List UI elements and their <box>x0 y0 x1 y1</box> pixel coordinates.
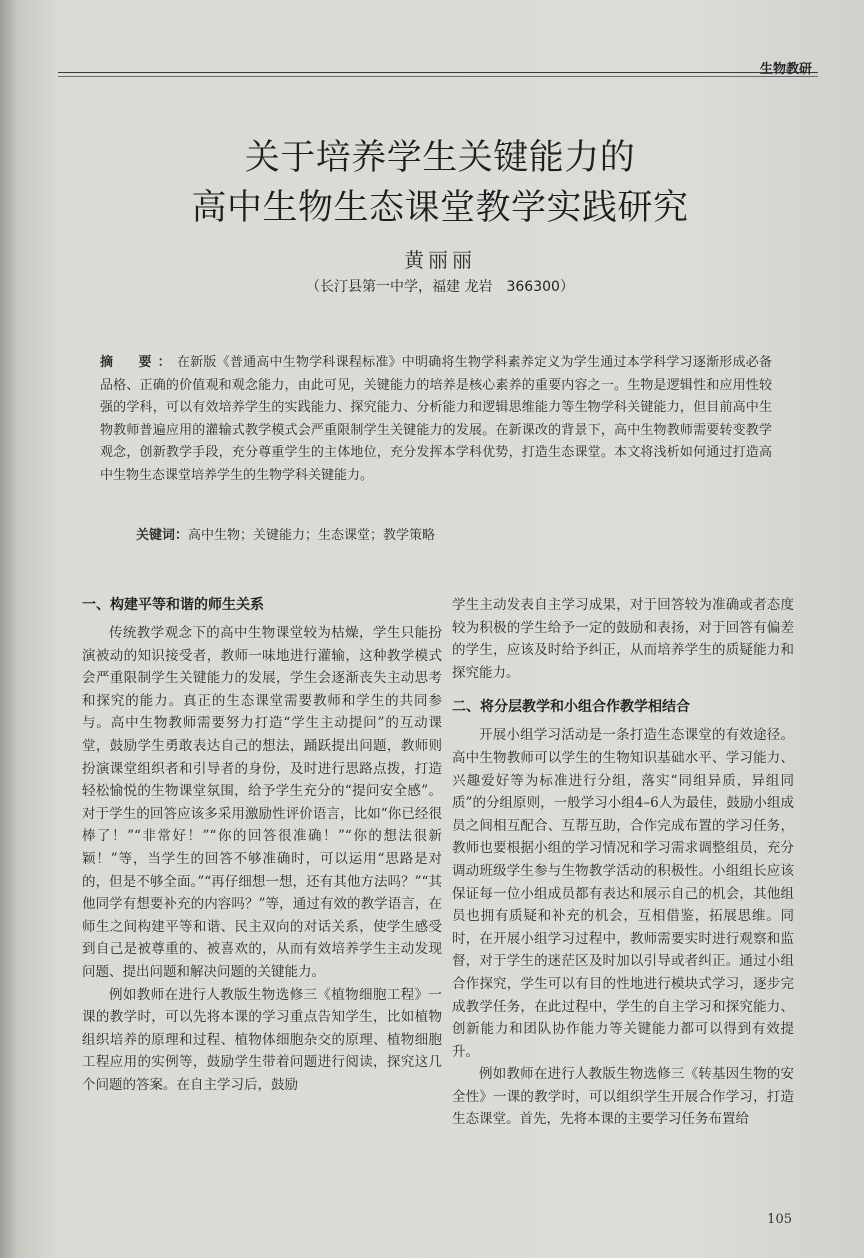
article-title-line-1: 关于培养学生关键能力的 <box>244 138 636 178</box>
article-title-line-2: 高中生物生态课堂教学实践研究 <box>191 188 689 228</box>
header-rule <box>58 72 818 73</box>
abstract-label: 摘 要： <box>100 355 177 370</box>
body-column-left <box>82 594 442 1096</box>
header-rule-thin <box>58 76 818 77</box>
journal-column-name: 生物教研 <box>759 62 812 77</box>
section-2-example-paragraph: 例如教师在进行人教版生物选修三《转基因生物的安全性》一课的教学时，可以组织学生开展合作学习，打造生态课堂。首先，先将本课的主要学习任务布置给 <box>452 1066 794 1128</box>
abstract-text: 在新版《普通高中生物学科课程标准》中明确将生物学科素养定义为学生通过本学科学习逐渐形成必备品格、正确的价值观和观念能力，由此可见，关键能力的培养是核心素养的重要内容之一。生物是逻辑性和应用性较强的学科，可以有效培养学生的实践能力、探究能力、分析能力和逻辑思维能力等生物学科关键能力，但目前高中生物教师普遍应用的灌输式教学模式会严重限制学生关键能力的发展。在新课改的背景下，高中生物教师需要转变教学观念，创新教学手段，充分尊重学生的主体地位，充分发挥本学科优势，打造生态课堂。本文将浅析如何通过打造高中生物生态课堂培养学生的生物学科关键能力。 <box>100 355 772 483</box>
keywords <box>136 524 776 543</box>
author-affiliation: （长汀县第一中学，福建 龙岩 366300） <box>306 279 574 295</box>
section-1-paragraph: 传统教学观念下的高中生物课堂较为枯燥，学生只能扮演被动的知识接受者，教师一味地进行灌输，这种教学模式会严重限制学生关键能力的发展，学生会逐渐丧失主动思考和探究的能力。真正的生态课堂需要教师和学生的共同参与。高中生物教师需要努力打造“学生主动提问”的互动课堂，鼓励学生勇敢表达自己的想法，踊跃提出问题，教师则扮演课堂组织者和引导者的身份，及时进行思路点拨，打造轻松愉悦的生物课堂氛围，给予学生充分的“提问安全感”。对于学生的回答应该多采用激励性评价语言，比如“你已经很棒了！”“非常好！”“你的回答很准确！”“你的想法很新颖！”等，当学生的回答不够准确时，可以运用“思路是对的，但是不够全面。”“再仔细想一想，还有其他方法吗？”“其他同学有想要补充的内容吗？”等，通过有效的教学语言，在师生之间构建平等和谐、民主双向的对话关系，使学生感受到自己是被尊重的、被喜欢的，从而有效培养学生主动发现问题、提出问题和解决问题的关键能力。 <box>82 625 442 980</box>
section-2-paragraph: 开展小组学习活动是一条打造生态课堂的有效途径。高中生物教师可以学生的生物知识基础水平、学习能力、兴趣爱好等为标准进行分组，落实“同组异质，异组同质”的分组原则，一般学习小组4–6人为最佳，鼓励小组成员之间相互配合、互帮互助，合作完成布置的学习任务，教师也要根据小组的学习情况和学习需求调整组员，充分调动班级学生参与生物教学活动的积极性。小组组长应该保证每一位小组成员都有表达和展示自己的机会，其他组员也拥有质疑和补充的机会，互相借鉴，拓展思维。同时，在开展小组学习过程中，教师需要实时进行观察和监督，对于学生的迷茫区及时加以引导或者纠正。通过小组合作探究，学生可以有目的性地进行模块式学习，逐步完成教学任务，在此过程中，学生的自主学习和探究能力、创新能力和团队协作能力等关键能力都可以得到有效提升。 <box>452 727 794 1060</box>
section-1-example-continued: 学生主动发表自主学习成果，对于回答较为准确或者态度较为积极的学生给予一定的鼓励和表扬，对于回答有偏差的学生，应该及时给予纠正，从而培养学生的质疑能力和探究能力。 <box>452 597 794 681</box>
abstract <box>100 352 772 487</box>
body-column-right <box>452 594 794 1131</box>
page-number: 105 <box>767 1212 792 1227</box>
keywords-label: 关键词： <box>136 528 189 543</box>
section-2-heading: 二、将分层教学和小组合作教学相结合 <box>452 699 690 716</box>
section-1-heading: 一、构建平等和谐的师生关系 <box>82 597 264 613</box>
section-1-example-paragraph: 例如教师在进行人教版生物选修三《植物细胞工程》一课的教学时，可以先将本课的学习重点告知学生，比如植物组织培养的原理和过程、植物体细胞杂交的原理、植物细胞工程应用的实例等，鼓励学生带着问题进行阅读，探究这几个问题的答案。在自主学习后，鼓励 <box>82 986 442 1093</box>
author-name: 黄丽丽 <box>404 248 476 272</box>
keywords-text: 高中生物；关键能力；生态课堂；教学策略 <box>188 528 436 543</box>
